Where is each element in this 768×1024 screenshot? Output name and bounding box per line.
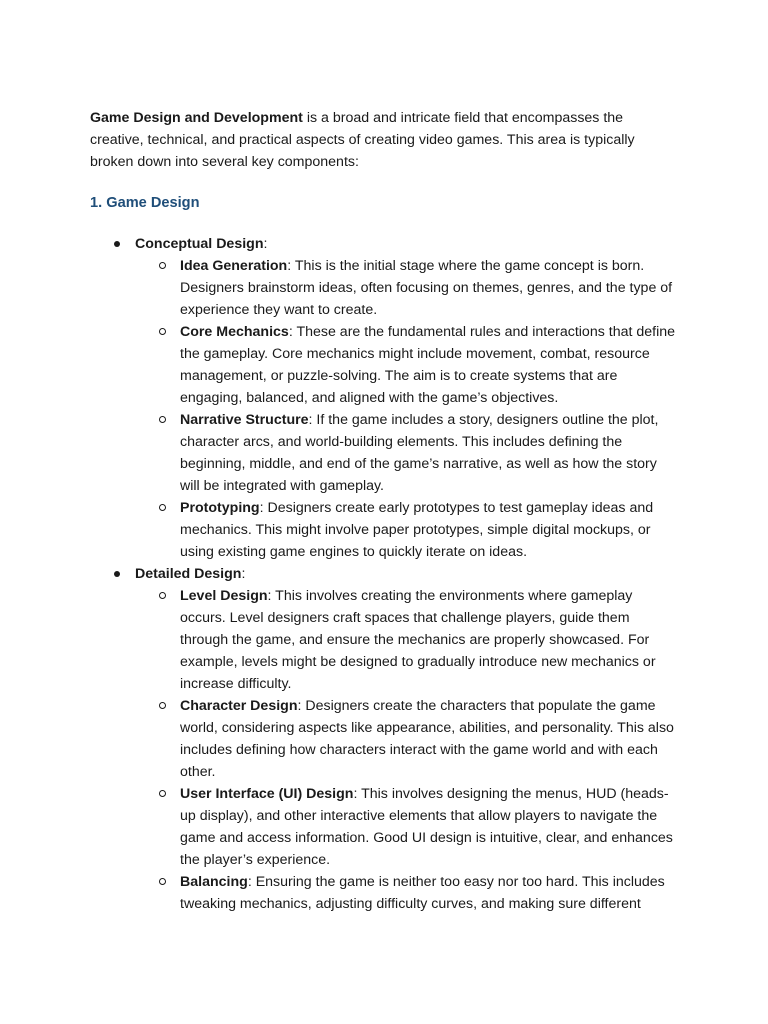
group-suffix: : [241, 566, 246, 582]
circle-bullet-icon [159, 504, 166, 511]
circle-bullet-icon [159, 702, 166, 709]
group-title: Conceptual Design [135, 236, 264, 252]
item-text: : This involves creating the environments where gameplay occurs. Level designers craft spaces that challenge players, guide them through the game, and ensure the mechanics are properly showcased. For example, levels might be designed to gradually introduce new mechanics or increase difficulty. [180, 588, 656, 692]
item-text: : If the game includes a story, designers outline the plot, character arcs, and world-building elements. This includes defining the beginning, middle, and end of the game’s narrative, as well as how the story will be integrated with gameplay. [180, 412, 659, 494]
circle-bullet-icon [159, 328, 166, 335]
item-text: : These are the fundamental rules and interactions that define the gameplay. Core mechanics might include movement, combat, resource management, or puzzle-solving. The aim is to create systems that are engaging, balanced, and aligned with the game’s objectives. [180, 324, 676, 406]
list-item [135, 321, 678, 409]
list-item [135, 409, 678, 497]
group-title: Detailed Design [135, 566, 242, 582]
item-text: : This is the initial stage where the game concept is born. Designers brainstorm ideas, often focusing on themes, genres, and the type of experience they want to create. [180, 258, 673, 318]
item-text: : Designers create early prototypes to test gameplay ideas and mechanics. This might involve paper prototypes, simple digital mockups, or using existing game engines to quickly iterate on ideas. [180, 500, 654, 560]
item-text: : Ensuring the game is neither too easy nor too hard. This includes tweaking mechanics, adjusting difficulty curves, and making sure different [180, 874, 665, 912]
item-term: Core Mechanics [180, 324, 289, 340]
sub-list [135, 585, 678, 915]
item-term: Character Design [180, 698, 298, 714]
section-heading: 1. Game Design [90, 195, 200, 211]
item-text: : This involves designing the menus, HUD (heads-up display), and other interactive elements that allow players to navigate the game and access information. Good UI design is intuitive, clear, and enhances the player’s experience. [180, 786, 673, 868]
disc-bullet-icon [114, 571, 120, 577]
sub-list [135, 255, 678, 563]
circle-bullet-icon [159, 592, 166, 599]
list-item [90, 233, 678, 563]
document-page [90, 107, 678, 915]
circle-bullet-icon [159, 262, 166, 269]
outline-list [90, 233, 678, 915]
list-item [135, 585, 678, 695]
list-item [90, 563, 678, 915]
item-term: User Interface (UI) Design [180, 786, 354, 802]
intro-text: is a broad and intricate field that encompasses the creative, technical, and practical aspects of creating video games. This area is typically broken down into several key components: [90, 110, 635, 170]
disc-bullet-icon [114, 241, 120, 247]
list-item [135, 255, 678, 321]
list-item [135, 497, 678, 563]
item-text: : Designers create the characters that populate the game world, considering aspects like appearance, abilities, and personality. This also includes defining how characters interact with the game world and with each other. [180, 698, 674, 780]
item-term: Level Design [180, 588, 268, 604]
circle-bullet-icon [159, 416, 166, 423]
item-term: Idea Generation [180, 258, 288, 274]
list-item [135, 695, 678, 783]
intro-bold-term: Game Design and Development [90, 110, 303, 126]
item-term: Prototyping [180, 500, 260, 516]
intro-paragraph [90, 107, 678, 173]
list-item [135, 783, 678, 871]
list-item [135, 871, 678, 915]
circle-bullet-icon [159, 790, 166, 797]
item-term: Narrative Structure [180, 412, 309, 428]
circle-bullet-icon [159, 878, 166, 885]
item-term: Balancing [180, 874, 248, 890]
group-suffix: : [263, 236, 268, 252]
